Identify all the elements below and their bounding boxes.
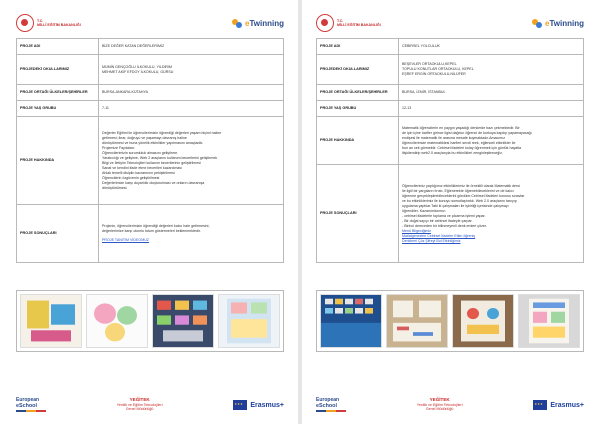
project-photo: [320, 294, 382, 348]
eschool-line1: European: [316, 397, 340, 403]
table-row: [317, 101, 584, 117]
project-photo: [452, 294, 514, 348]
etwinning-logo: [232, 18, 284, 29]
eu-flag-icon: [533, 400, 547, 410]
row-label: PROJE ADI: [17, 39, 99, 55]
table-row: [317, 55, 584, 85]
eschool-line2: eSchool: [16, 402, 37, 409]
result-line: - Bir doğal sayıyı bir cebirsel ifadeyle çarpar.: [402, 218, 473, 223]
about-line: getirmesi; ikrar, doğruyu ve yaşamayı davranış haline: [102, 135, 187, 140]
result-line: uygulama yaptılar.Tabi ki çalışmaları ile işbirliği içerisinde çalışmayı: [402, 203, 509, 208]
about-line: Değerlerimize karşı duyarlılık oluşturulması ve onların davranışa: [102, 180, 205, 185]
about-line: Ahlak temelli disiplin kavramının pekiştirilmesi: [102, 170, 175, 175]
about-line: Sanat ve kendini ifade etme becerileri kazanılması: [102, 165, 183, 170]
etwinning-prefix: e: [545, 18, 550, 28]
project-photo: [218, 294, 280, 348]
result-line: öğrenme gerçekleştirebileceklerini gördüler.Cebirsel İfadeleri konusu sınavlar: [402, 193, 525, 198]
erasmus-text: Erasmus+: [250, 401, 284, 409]
about-line: Projemize Faydaları:: [102, 145, 135, 150]
table-row: [17, 85, 284, 101]
result-line: Öğrencilerimiz yaptığımız etkinliklerimiz ile örneklili olarak Matematik dersi: [402, 183, 520, 188]
row-label: PROJE ADI: [317, 39, 399, 55]
etwinning-brand: Twinning: [249, 18, 284, 28]
table-row: [17, 205, 284, 263]
result-line: - cebirsel ifadelerle toplama ve çıkarma işlemi yapar.: [402, 213, 486, 218]
activity-link[interactable]: Menü Bilgeciğimiz: [402, 228, 431, 233]
footer-logos: [316, 394, 584, 416]
project-info-table: [316, 38, 584, 263]
row-value: 12-13: [402, 106, 412, 110]
project-photo: [386, 294, 448, 348]
result-line: ile ilgili bir yargıların fırıstı. Eğlenerekte öğrenebileceklerini ve de kalıcı: [402, 188, 514, 193]
photo-strip: [316, 290, 584, 352]
row-label: PROJE ORTAĞI ÜLKELER/ŞEHİRLER: [17, 85, 99, 101]
row-value: EŞREF ERGİN ORTAOKULU,NİLÜFER: [402, 72, 466, 76]
activity-link[interactable]: Matlaigenezleri Cebirsel İfadeler Etkin öğreniş: [402, 233, 476, 238]
row-value: BURSA, İZMİR, İSTANBUL: [402, 90, 446, 94]
etwinning-prefix: e: [245, 18, 250, 28]
row-value: TOPULU KONUTLAR ORTAOKULU, KEPEL: [402, 67, 474, 71]
row-label: PROJE ORTAĞI ÜLKELER/ŞEHİRLER: [317, 85, 399, 101]
meb-logo: [316, 14, 385, 32]
meb-seal-icon: [316, 14, 334, 32]
yegitek-title: YEĞİTEK: [129, 397, 150, 403]
erasmus-text: Erasmus+: [550, 401, 584, 409]
etwinning-brand: Twinning: [549, 18, 584, 28]
yegitek-line3: Genel Müdürlüğü: [425, 407, 454, 412]
meb-line: T.C.: [37, 18, 44, 23]
result-line: Projenin, öğrencilerimizin öğrendiği değerleri kalıcı hale getirmesini,: [102, 224, 210, 228]
meb-line: T.C.: [337, 18, 344, 23]
row-label: PROJE SONUÇLARI: [17, 205, 99, 263]
about-line: dönüştürmesi ve buna yönelik etkinlikler yapılmasını amaçladık.: [102, 140, 204, 145]
row-value: BİZE DEĞER KATAN DEĞERLERİMİZ: [102, 44, 165, 48]
about-line: öğrencilerimize matematiktesi harfleri sevdi reek, eğlenceli etkinlikler ile: [402, 140, 516, 145]
photo-strip: [16, 290, 284, 352]
row-label: PROJE HAKKINDA: [17, 117, 99, 205]
meb-line: MİLLÎ EĞİTİM BAKANLIĞI: [337, 23, 381, 27]
about-line: Öğrencilerin özgüvenin geliştirilmesi: [102, 175, 160, 180]
project-photo: [518, 294, 580, 348]
table-row: [17, 101, 284, 117]
yegitek-line2: Yenilik ve Eğitim Teknolojileri: [116, 402, 163, 407]
row-value: MÜMİN GENÇOĞLU İLKOKULU, YILDIRIM: [102, 64, 173, 69]
eschool-line1: European: [16, 397, 40, 403]
yegitek-logo: [417, 398, 463, 412]
right-page: [302, 0, 598, 424]
result-line: değerlerimize karşı olumlu tutum göstermeleri beklenmektedir.: [102, 229, 201, 233]
table-row: [317, 117, 584, 165]
header-logos: [16, 12, 284, 34]
etwinning-mark-icon: [232, 18, 243, 29]
european-eschool-logo: [16, 398, 46, 412]
about-line: dönüştürülmesi.: [102, 185, 128, 190]
about-line: Öğrencilerimizin sorumluluk almasını geliştirme.: [102, 150, 179, 155]
table-row: [317, 85, 584, 101]
about-line: endişesi ile matematik ile arasına mesafe koymaktadır.Amacımız: [402, 135, 506, 140]
row-label: PROJE HAKKINDA: [317, 117, 399, 165]
meb-line: MİLLÎ EĞİTİM BAKANLIĞI: [37, 23, 81, 27]
row-label: PROJEDEKİ OKULLARIMIZ: [17, 55, 99, 85]
row-value: 7-11: [102, 106, 109, 110]
table-row: [17, 55, 284, 85]
about-line: ilişkilendirip web2.0 araçlarıyla bu etkinlikleri zenginleştireceğiz.: [402, 150, 503, 155]
row-label: PROJEDEKİ OKULLARIMIZ: [317, 55, 399, 85]
result-line: ve bu etkinliklerimiz ile konuyu somutlaştırdık. Web 2.0 araçlarını tanıyıp: [402, 198, 517, 203]
erasmus-logo: [233, 400, 284, 410]
table-row: [17, 39, 284, 55]
yegitek-title: YEĞİTEK: [429, 397, 450, 403]
row-label: PROJE YAŞ GRUBU: [317, 101, 399, 117]
footer-logos: [16, 394, 284, 416]
table-row: [17, 117, 284, 205]
yegitek-line3: Genel Müdürlüğü: [125, 407, 154, 412]
project-photo: [86, 294, 148, 348]
video-link[interactable]: PROJE TANITIM VİDEOMUZ: [102, 238, 149, 242]
about-line: Yaratıcılığı ve gelişime, Web 2 araçlarını kullanım becerilerini geliştirmek: [102, 155, 218, 160]
row-label: PROJE YAŞ GRUBU: [17, 101, 99, 117]
project-photo: [20, 294, 82, 348]
project-info-table: [16, 38, 284, 263]
yegitek-line2: Yenilik ve Eğitim Teknolojileri: [416, 402, 463, 407]
row-label: PROJE SONUÇLARI: [317, 165, 399, 263]
meb-logo: [16, 14, 85, 32]
row-value: CEBİRSEL YOLCULUK: [402, 44, 440, 48]
table-row: [317, 165, 584, 263]
eu-flag-icon: [233, 400, 247, 410]
project-photo: [152, 294, 214, 348]
about-line: bun an cek görmektir. Cebirsel ifadeleri kolay öğrenmek için günlük hayatla: [402, 145, 522, 150]
etwinning-logo: [532, 18, 584, 29]
about-line: de için içine harfler girince ilgisi dağıtıcı öğrenci de korkuya kapılıp yapamayacağı: [402, 130, 532, 135]
etwinning-mark-icon: [532, 18, 543, 29]
eschool-line2: eSchool: [316, 402, 337, 409]
european-eschool-logo: [316, 398, 346, 412]
row-value: MEHMET AKİF EFDOY İLKOKULU, GÜRSU: [102, 69, 174, 74]
result-line: öğrendiler. Kazanımlarımız:: [402, 208, 446, 213]
header-logos: [316, 12, 584, 34]
table-row: [317, 39, 584, 55]
row-value: BURSA-ANKARA-KÜTAHYA: [102, 90, 148, 94]
about-line: Bilgi ve İletişim Teknolojileri kullanım becerilerinin geliştirilmesi: [102, 160, 201, 165]
about-line: Matematik öğrencilerin en yaygın yaşadığı derslerde bazı çekmektedir. Bir: [402, 125, 520, 130]
left-page: [2, 0, 298, 424]
row-value: BEŞEVLER ORTAOKULU,KEPEL: [402, 62, 457, 66]
erasmus-logo: [533, 400, 584, 410]
yegitek-logo: [117, 398, 163, 412]
result-line: - Birinci dereceden bir bilinmeyenli denk emleri çözer.: [402, 223, 487, 228]
activity-link[interactable]: Denklemi Çöz Şifreyi Bul Etkinliğimiz: [402, 238, 461, 243]
meb-seal-icon: [16, 14, 34, 32]
about-line: Değerler Eğitimi ile öğrencilerimizin öğrendiği değerleri yaşam biçimi haline: [102, 130, 222, 135]
